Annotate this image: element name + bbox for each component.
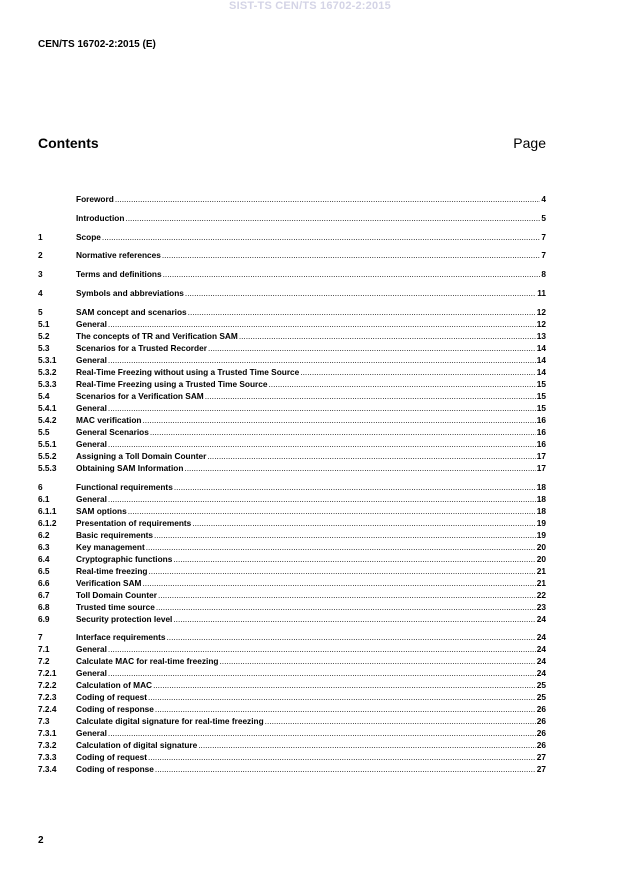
toc-entry-page: 16 (536, 426, 546, 437)
toc-dot-leader (148, 691, 536, 703)
toc-entry-number: 6.1.1 (38, 505, 57, 516)
toc-dot-leader (156, 601, 536, 613)
toc-entry-number: 7.3.2 (38, 740, 57, 751)
toc-entry-page: 7 (541, 250, 546, 261)
toc-dot-leader (153, 679, 536, 691)
toc-entry-title: General Scenarios (76, 426, 149, 437)
toc-entry-title: Assigning a Toll Domain Counter (76, 450, 207, 461)
toc-entry-number: 6.4 (38, 553, 50, 564)
document-id: CEN/TS 16702-2:2015 (E) (38, 39, 156, 50)
toc-entry[interactable] (38, 727, 546, 739)
toc-entry[interactable] (38, 643, 546, 655)
toc-entry-title: Normative references (76, 250, 161, 261)
toc-dot-leader (155, 763, 536, 775)
toc-entry-page: 24 (536, 644, 546, 655)
toc-entry-page: 17 (536, 462, 546, 473)
page-column-label: Page (513, 135, 546, 151)
toc-dot-leader (108, 318, 536, 330)
toc-entry-page: 15 (536, 402, 546, 413)
toc-entry[interactable] (38, 330, 546, 342)
toc-entry-number: 6.8 (38, 601, 50, 612)
toc-entry-number: 1 (38, 231, 43, 242)
toc-entry[interactable] (38, 212, 546, 224)
toc-entry[interactable] (38, 517, 546, 529)
toc-entry[interactable] (38, 438, 546, 450)
toc-entry-title: Coding of response (76, 704, 154, 715)
toc-entry-number: 6.2 (38, 529, 50, 540)
toc-entry[interactable] (38, 703, 546, 715)
toc-dot-leader (300, 366, 535, 378)
toc-dot-leader (148, 751, 536, 763)
toc-entry-page: 12 (536, 306, 546, 317)
toc-entry-number: 7.3.1 (38, 728, 57, 739)
toc-entry-page: 18 (536, 505, 546, 516)
toc-entry-number: 6 (38, 481, 43, 492)
toc-entry-page: 26 (536, 704, 546, 715)
toc-entry-title: General (76, 493, 107, 504)
toc-entry[interactable] (38, 390, 546, 402)
toc-dot-leader (155, 703, 536, 715)
toc-entry-number: 6.6 (38, 577, 50, 588)
toc-entry[interactable] (38, 306, 546, 318)
toc-entry-number: 5.5.2 (38, 450, 57, 461)
toc-dot-leader (115, 193, 541, 205)
toc-entry-title: Calculate MAC for real-time freezing (76, 656, 219, 667)
toc-entry[interactable] (38, 763, 546, 775)
toc-entry-number: 6.1 (38, 493, 50, 504)
page-number: 2 (38, 835, 44, 846)
toc-entry-page: 26 (536, 716, 546, 727)
toc-entry-page: 20 (536, 541, 546, 552)
toc-entry[interactable] (38, 751, 546, 763)
toc-dot-leader (269, 378, 536, 390)
toc-entry-page: 18 (536, 493, 546, 504)
toc-entry-page: 19 (536, 529, 546, 540)
toc-entry[interactable] (38, 426, 546, 438)
toc-entry-number: 5.5 (38, 426, 50, 437)
toc-entry-number: 5 (38, 306, 43, 317)
toc-dot-leader (239, 330, 536, 342)
toc-entry-number: 6.9 (38, 613, 50, 624)
toc-entry-title: Basic requirements (76, 529, 154, 540)
toc-entry-page: 8 (541, 269, 546, 280)
toc-entry-title: Calculation of digital signature (76, 740, 198, 751)
toc-entry-title: Functional requirements (76, 481, 173, 492)
toc-entry-title: Calculate digital signature for real-time freezing (76, 716, 264, 727)
toc-entry-page: 18 (536, 481, 546, 492)
toc-entry-page: 25 (536, 680, 546, 691)
toc-entry-number: 7.2 (38, 656, 50, 667)
toc-dot-leader (188, 306, 536, 318)
toc-entry[interactable] (38, 378, 546, 390)
toc-entry-title: Introduction (76, 212, 125, 223)
toc-entry-number: 6.3 (38, 541, 50, 552)
toc-entry-number: 5.2 (38, 330, 50, 341)
toc-dot-leader (174, 481, 536, 493)
toc-entry-page: 16 (536, 438, 546, 449)
toc-entry-title: Key management (76, 541, 145, 552)
toc-entry-page: 5 (541, 212, 546, 223)
toc-entry-title: Real-time freezing (76, 565, 148, 576)
toc-entry-title: Obtaining SAM Information (76, 462, 184, 473)
toc-dot-leader (108, 493, 536, 505)
toc-entry-title: Terms and definitions (76, 269, 162, 280)
toc-entry-title: Security protection level (76, 613, 173, 624)
toc-entry[interactable] (38, 655, 546, 667)
toc-entry-title: Toll Domain Counter (76, 589, 157, 600)
toc-entry-number: 5.3.3 (38, 378, 57, 389)
toc-dot-leader (185, 287, 536, 299)
toc-entry-title: Calculation of MAC (76, 680, 153, 691)
toc-entry-page: 26 (536, 740, 546, 751)
toc-dot-leader (108, 643, 536, 655)
toc-entry-title: Real-Time Freezing using a Trusted Time Source (76, 378, 268, 389)
toc-entry[interactable] (38, 231, 546, 243)
toc-entry-number: 3 (38, 269, 43, 280)
toc-dot-leader (265, 715, 536, 727)
toc-dot-leader (108, 727, 536, 739)
toc-entry-title: Coding of request (76, 752, 147, 763)
toc-entry-title: Scenarios for a Verification SAM (76, 390, 204, 401)
toc-dot-leader (205, 390, 536, 402)
toc-entry[interactable] (38, 342, 546, 354)
toc-entry[interactable] (38, 691, 546, 703)
toc-entry[interactable] (38, 402, 546, 414)
toc-entry[interactable] (38, 739, 546, 751)
toc-entry-title: Coding of request (76, 692, 147, 703)
toc-entry-page: 19 (536, 517, 546, 528)
toc-entry[interactable] (38, 667, 546, 679)
toc-entry-number: 5.4.1 (38, 402, 57, 413)
toc-entry-number: 5.4.2 (38, 414, 57, 425)
toc-entry-title: Presentation of requirements (76, 517, 192, 528)
toc-entry-page: 25 (536, 692, 546, 703)
contents-heading: Contents (38, 135, 99, 151)
toc-dot-leader (163, 268, 541, 280)
toc-entry-page: 22 (536, 589, 546, 600)
toc-entry-title: General (76, 402, 107, 413)
toc-entry-page: 27 (536, 752, 546, 763)
toc-entry-number: 5.3.1 (38, 354, 57, 365)
toc-dot-leader (158, 589, 536, 601)
toc-dot-leader (207, 450, 535, 462)
toc-dot-leader (184, 462, 535, 474)
toc-entry-title: General (76, 354, 107, 365)
toc-entry-number: 7.3.4 (38, 764, 57, 775)
toc-dot-leader (125, 212, 540, 224)
toc-entry-title: The concepts of TR and Verification SAM (76, 330, 238, 341)
toc-dot-leader (173, 613, 535, 625)
toc-entry[interactable] (38, 589, 546, 601)
toc-dot-leader (148, 565, 535, 577)
toc-entry[interactable] (38, 553, 546, 565)
toc-entry-title: Scenarios for a Trusted Recorder (76, 342, 207, 353)
toc-dot-leader (154, 529, 536, 541)
toc-entry-page: 24 (536, 668, 546, 679)
toc-entry-page: 24 (536, 632, 546, 643)
toc-entry-page: 20 (536, 553, 546, 564)
toc-entry-number: 7.2.3 (38, 692, 57, 703)
toc-entry-title: Cryptographic functions (76, 553, 173, 564)
toc-entry-page: 14 (536, 354, 546, 365)
toc-entry-number: 7.1 (38, 644, 50, 655)
toc-entry-page: 21 (536, 565, 546, 576)
toc-dot-leader (198, 739, 536, 751)
toc-dot-leader (166, 631, 535, 643)
toc-dot-leader (173, 553, 535, 565)
toc-entry-page: 14 (536, 342, 546, 353)
toc-entry-title: Symbols and abbreviations (76, 287, 184, 298)
toc-entry-page: 27 (536, 764, 546, 775)
toc-entry[interactable] (38, 679, 546, 691)
toc-entry[interactable] (38, 249, 546, 261)
toc-entry-number: 6.7 (38, 589, 50, 600)
toc-dot-leader (128, 505, 536, 517)
toc-entry[interactable] (38, 505, 546, 517)
toc-entry[interactable] (38, 529, 546, 541)
toc-dot-leader (102, 231, 540, 243)
toc-entry-page: 11 (537, 287, 546, 298)
toc-entry[interactable] (38, 715, 546, 727)
toc-entry[interactable] (38, 414, 546, 426)
toc-entry[interactable] (38, 268, 546, 280)
toc-entry-page: 14 (536, 366, 546, 377)
toc-entry-number: 6.5 (38, 565, 50, 576)
toc-entry-number: 5.5.3 (38, 462, 57, 473)
table-of-contents (38, 193, 546, 775)
toc-entry-number: 7 (38, 632, 43, 643)
toc-entry-page: 24 (536, 656, 546, 667)
toc-entry[interactable] (38, 287, 546, 299)
toc-entry-page: 24 (536, 613, 546, 624)
toc-entry-title: SAM concept and scenarios (76, 306, 187, 317)
toc-entry[interactable] (38, 354, 546, 366)
toc-dot-leader (192, 517, 536, 529)
toc-entry-number: 6.1.2 (38, 517, 57, 528)
toc-entry-title: Verification SAM (76, 577, 142, 588)
toc-entry-page: 4 (541, 194, 546, 204)
toc-entry[interactable] (38, 318, 546, 330)
toc-entry[interactable] (38, 541, 546, 553)
toc-entry[interactable] (38, 481, 546, 493)
toc-entry-page: 23 (536, 601, 546, 612)
toc-entry-number: 4 (38, 287, 43, 298)
toc-entry-title: Real-Time Freezing without using a Trusted Time Source (76, 366, 300, 377)
toc-entry-title: General (76, 438, 107, 449)
toc-entry[interactable] (38, 493, 546, 505)
toc-entry-title: General (76, 318, 107, 329)
toc-entry-title: General (76, 728, 107, 739)
toc-entry[interactable] (38, 631, 546, 643)
toc-dot-leader (146, 541, 536, 553)
toc-entry-title: General (76, 668, 107, 679)
toc-entry-number: 5.5.1 (38, 438, 57, 449)
toc-entry[interactable] (38, 577, 546, 589)
toc-dot-leader (108, 402, 536, 414)
toc-entry[interactable] (38, 601, 546, 613)
toc-entry-number: 2 (38, 250, 43, 261)
toc-entry[interactable] (38, 565, 546, 577)
toc-dot-leader (162, 249, 541, 261)
toc-entry-number: 5.4 (38, 390, 50, 401)
toc-entry-page: 7 (541, 231, 546, 242)
toc-entry[interactable] (38, 450, 546, 462)
toc-dot-leader (108, 438, 536, 450)
toc-entry-title: Scope (76, 231, 101, 242)
toc-entry[interactable] (38, 366, 546, 378)
toc-dot-leader (108, 667, 536, 679)
toc-entry-number: 7.2.4 (38, 704, 57, 715)
toc-entry-number: 7.2.1 (38, 668, 57, 679)
toc-entry-number: 5.1 (38, 318, 50, 329)
toc-entry-page: 21 (536, 577, 546, 588)
toc-dot-leader (108, 354, 536, 366)
toc-entry-title: Coding of response (76, 764, 154, 775)
toc-entry-title: Interface requirements (76, 632, 166, 643)
toc-entry-number: 7.3.3 (38, 752, 57, 763)
toc-entry-number: 7.2.2 (38, 680, 57, 691)
toc-entry[interactable] (38, 193, 546, 205)
toc-entry-page: 26 (536, 728, 546, 739)
watermark: SIST-TS CEN/TS 16702-2:2015 (229, 0, 391, 12)
toc-entry-page: 16 (536, 414, 546, 425)
toc-dot-leader (208, 342, 536, 354)
toc-entry-number: 7.3 (38, 716, 50, 727)
toc-dot-leader (219, 655, 535, 667)
toc-entry-page: 15 (536, 390, 546, 401)
toc-dot-leader (142, 414, 535, 426)
toc-entry[interactable] (38, 462, 546, 474)
toc-entry-title: SAM options (76, 505, 127, 516)
toc-entry[interactable] (38, 613, 546, 625)
toc-entry-title: Trusted time source (76, 601, 155, 612)
toc-entry-number: 5.3.2 (38, 366, 57, 377)
toc-entry-page: 13 (536, 330, 546, 341)
toc-entry-page: 15 (536, 378, 546, 389)
toc-dot-leader (142, 577, 535, 589)
toc-dot-leader (150, 426, 536, 438)
toc-entry-page: 17 (536, 450, 546, 461)
toc-entry-title: Foreword (76, 194, 114, 204)
toc-entry-title: MAC verification (76, 414, 142, 425)
toc-entry-number: 5.3 (38, 342, 50, 353)
toc-entry-page: 12 (536, 318, 546, 329)
toc-entry-title: General (76, 644, 107, 655)
